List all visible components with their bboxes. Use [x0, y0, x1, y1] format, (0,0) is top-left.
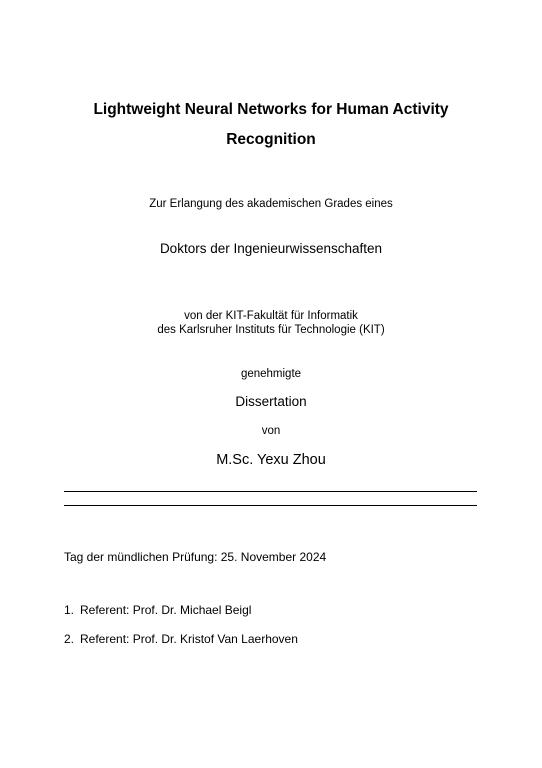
faculty-line-2: des Karlsruher Instituts für Technologie (KIT) — [157, 324, 385, 336]
author-name: M.Sc. Yexu Zhou — [216, 452, 326, 468]
blank-line-1 — [64, 491, 477, 492]
referee-2 — [64, 632, 298, 646]
thesis-title-line-2: Recognition — [226, 131, 316, 148]
document-type: Dissertation — [235, 394, 307, 409]
degree-name: Doktors der Ingenieurwissenschaften — [159, 241, 383, 256]
referee-1-text: Referent: Prof. Dr. Michael Beigl — [80, 603, 252, 617]
faculty-block — [0, 309, 542, 337]
thesis-title-line-1: Lightweight Neural Networks for Human Activity — [93, 101, 449, 118]
by-word: von — [261, 425, 281, 437]
approval-word: genehmigte — [240, 368, 302, 380]
blank-lines — [64, 485, 477, 515]
blank-line-2 — [64, 505, 477, 506]
referee-1-number: 1. — [64, 603, 75, 617]
oral-exam-date: Tag der mündlichen Prüfung: 25. November 2024 — [64, 550, 327, 564]
referee-2-number: 2. — [64, 632, 75, 646]
referee-2-text: Referent: Prof. Dr. Kristof Van Laerhoven — [80, 632, 298, 646]
faculty-line-1: von der KIT-Fakultät für Informatik — [184, 310, 358, 322]
referee-1 — [64, 603, 251, 617]
thesis-title — [0, 95, 542, 155]
degree-purpose: Zur Erlangung des akademischen Grades eines — [149, 198, 393, 210]
